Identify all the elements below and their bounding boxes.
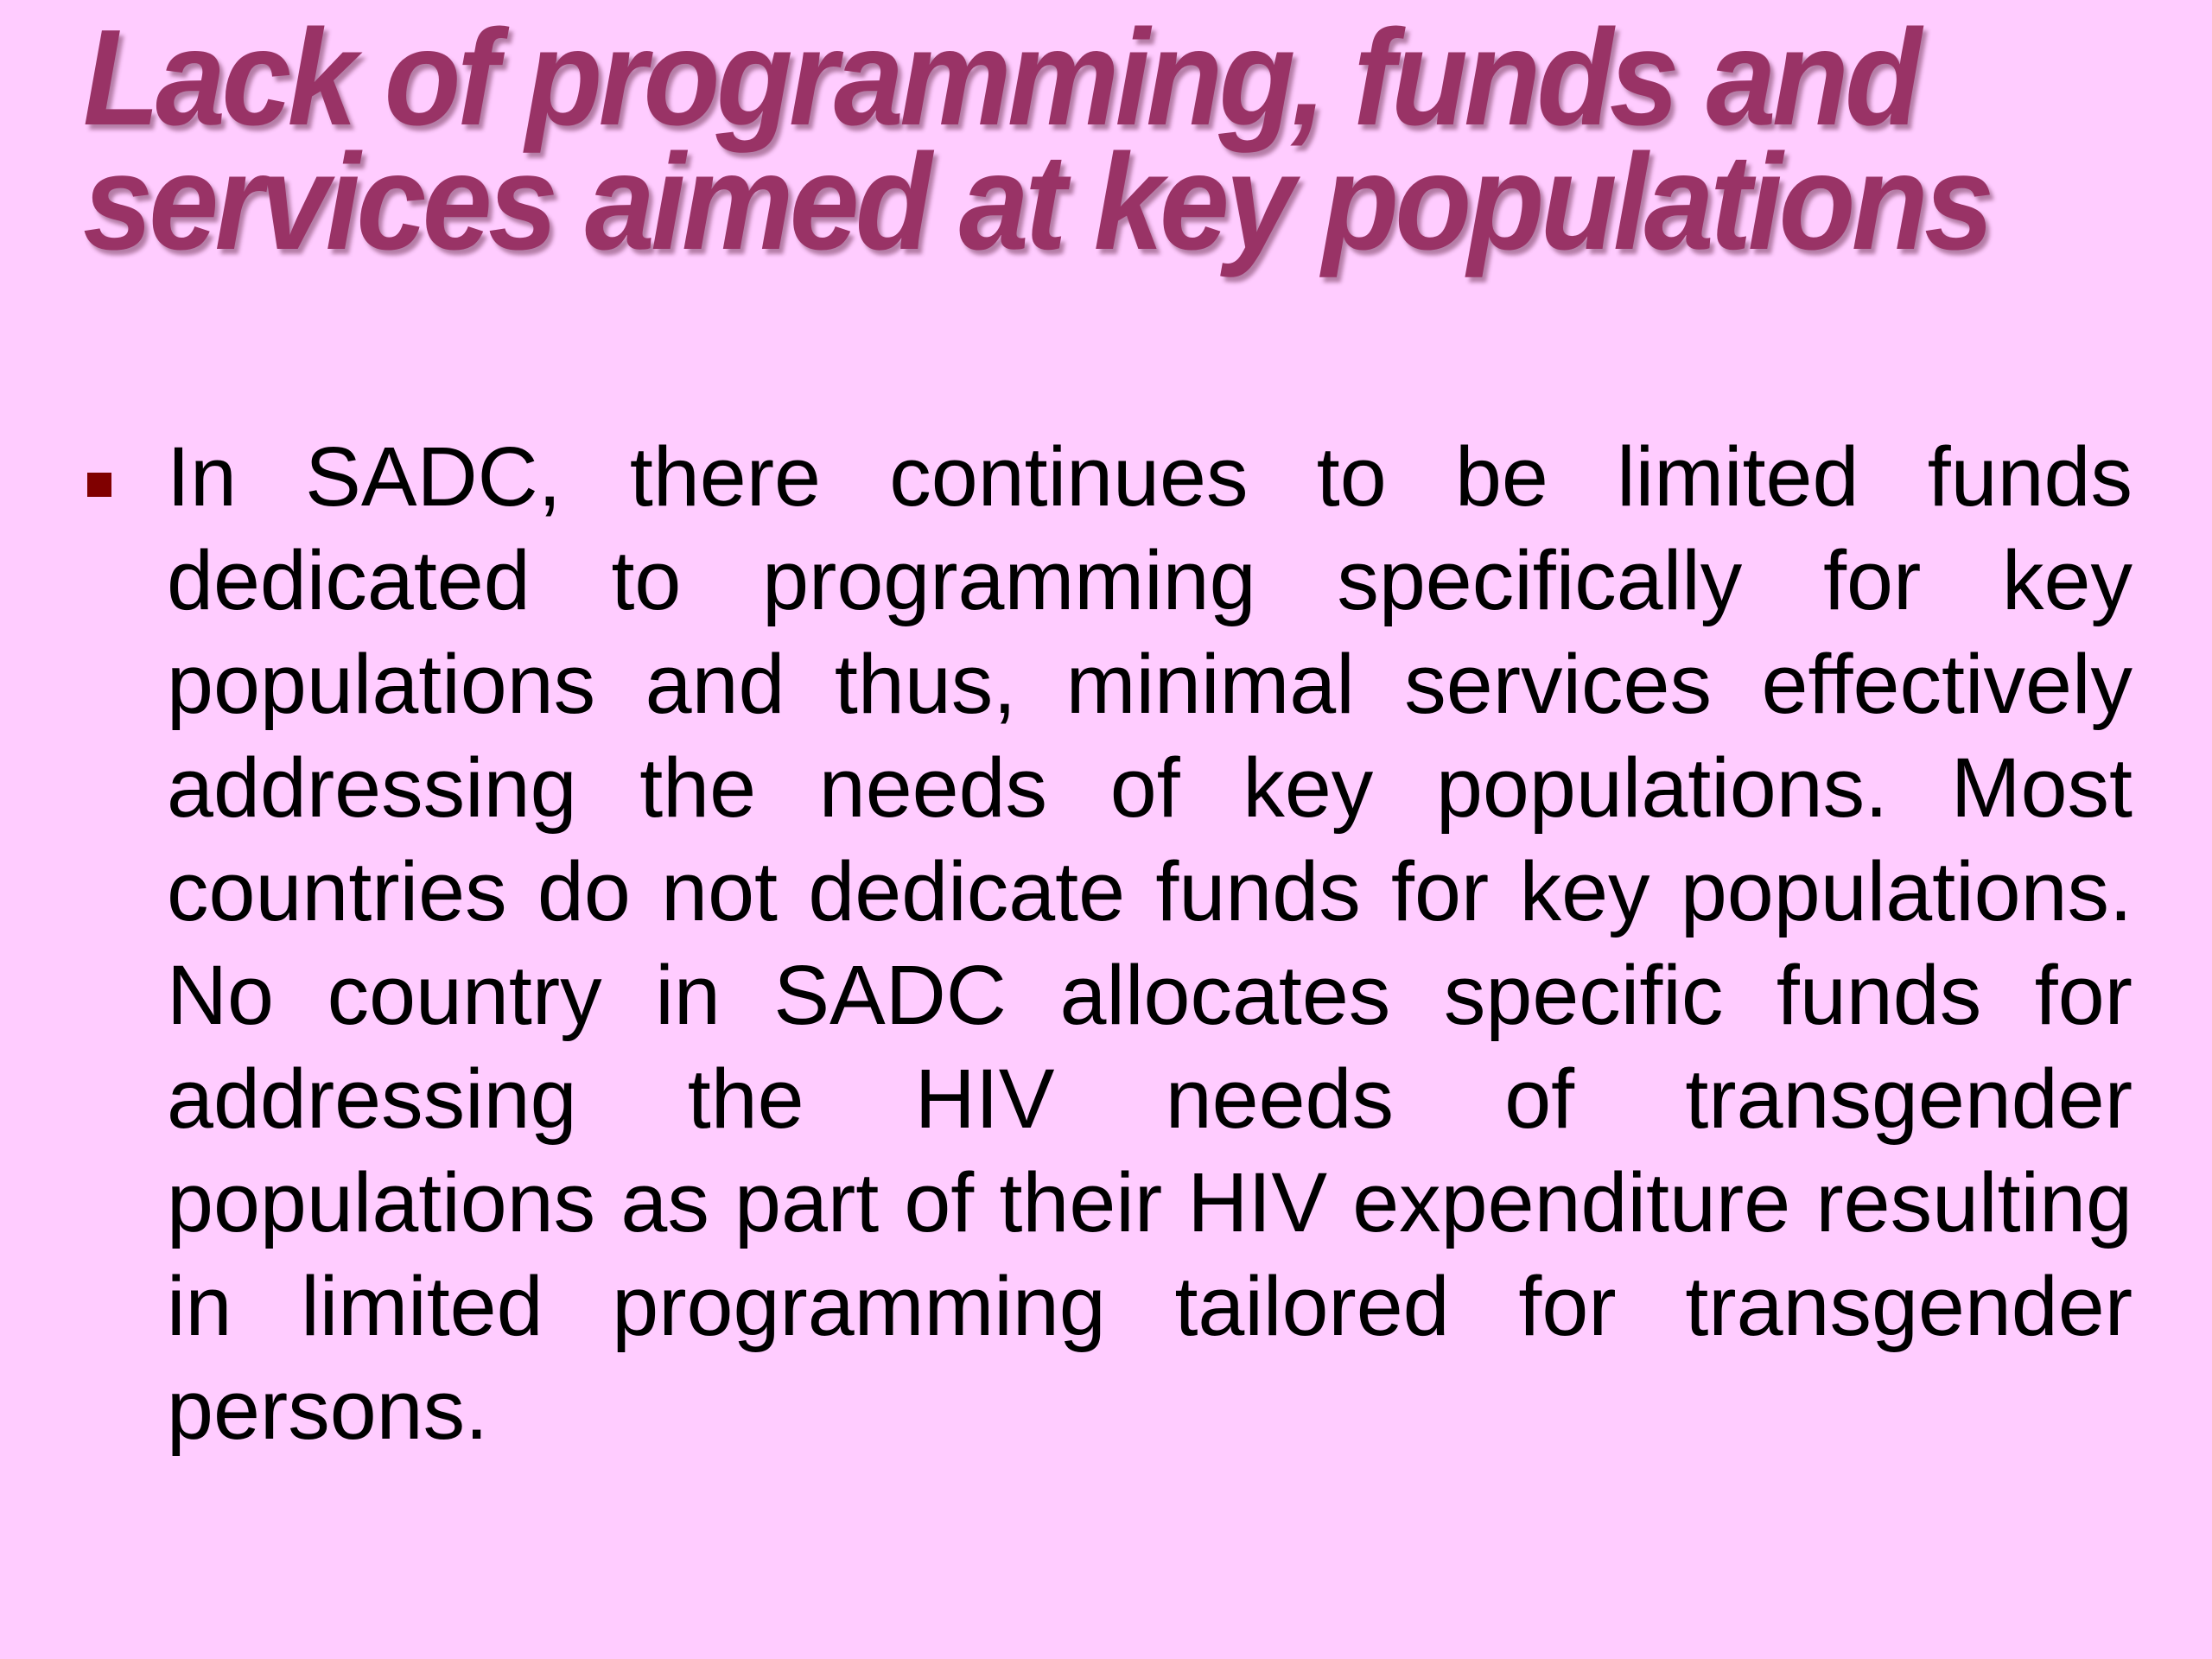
- bullet-text: In SADC, there continues to be limited funds dedicated to programming specifically for key populations and thus, minimal services effectively addressing the needs of key populations. Most countries do not dedicate funds for key populations. No country in SADC allocates specific funds for addressing the HIV needs of transgender populations as part of their HIV expenditure resulting in limited programming tailored for transgender persons.: [167, 429, 2133, 1457]
- slide-title-line-1: Lack of programming, funds and: [83, 2, 1918, 154]
- slide-title-line-2: services aimed at key populations: [83, 126, 1991, 278]
- square-bullet-icon: [87, 473, 111, 497]
